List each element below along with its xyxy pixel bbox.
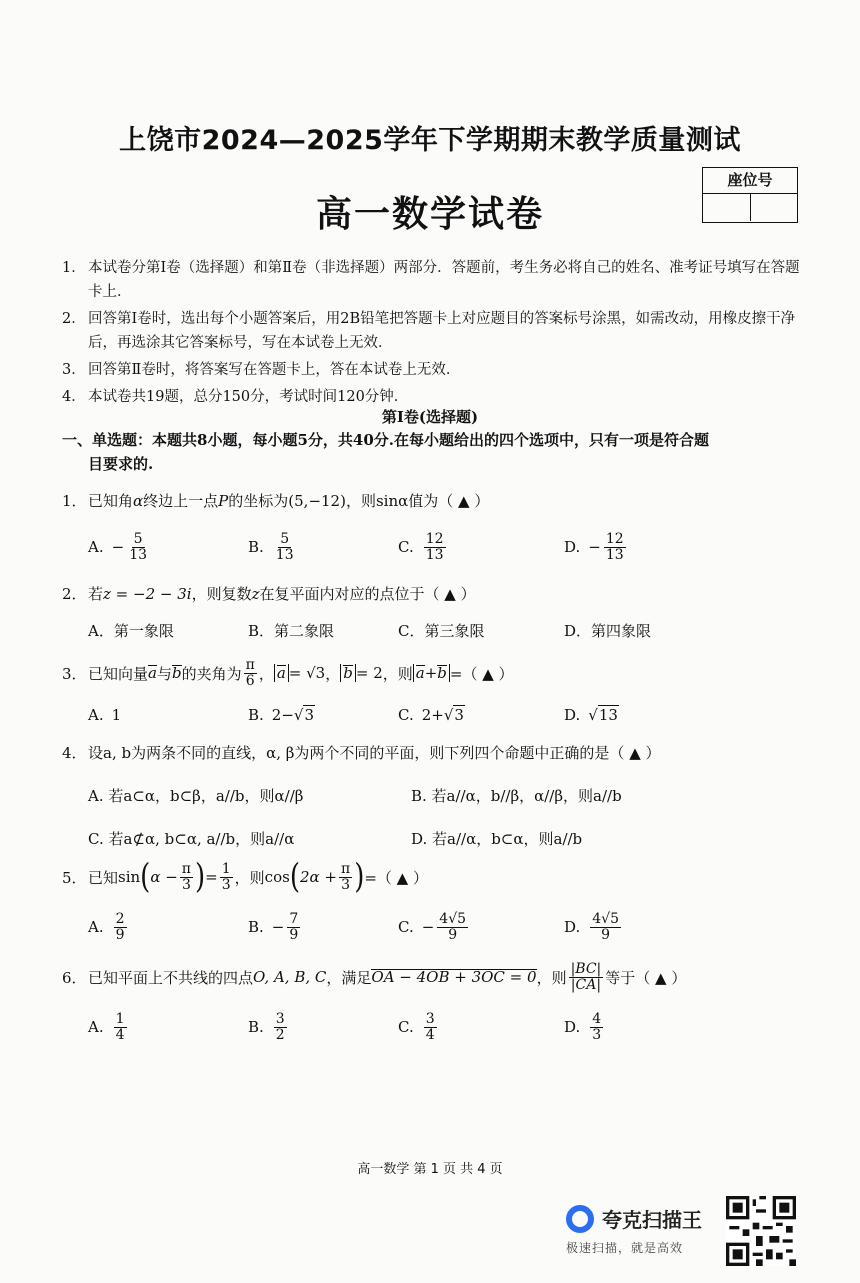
q3-options — [88, 705, 808, 724]
seat-cell-2 — [751, 194, 798, 221]
denominator: 4 — [115, 1026, 125, 1043]
fraction — [274, 532, 296, 562]
option-key: C. — [398, 918, 414, 937]
instruction-text: 本试卷共19题，总分150分，考试时间120分钟． — [88, 389, 409, 405]
option-c: C. 若a⊄α, b⊂α, a//b，则a//α — [88, 830, 295, 848]
q5-text: ，则 — [234, 868, 265, 887]
numerator: 5 — [133, 531, 143, 547]
radicand: 3 — [454, 706, 464, 724]
option-c: C. 2+ √ 3 — [398, 705, 464, 724]
seat-number-label: 座位号 — [703, 168, 797, 194]
q2-text: 若 — [88, 585, 104, 603]
q5-arg: α − — [150, 868, 178, 887]
q5-arg: 2α + — [299, 868, 337, 887]
q3-text: ，则 — [382, 664, 413, 683]
instruction-item — [62, 358, 812, 382]
fraction — [127, 532, 149, 562]
option-key: D. — [564, 538, 581, 557]
fraction — [287, 912, 300, 942]
fraction — [590, 1012, 603, 1042]
numerator: π — [340, 861, 351, 877]
option-d: D．第四象限 — [564, 622, 652, 640]
q6-points: O, A, B, C — [253, 968, 327, 987]
denominator: 9 — [601, 926, 611, 943]
q1-expr: sinα — [375, 491, 409, 510]
option-key: D. — [564, 705, 581, 724]
denominator: 6 — [245, 672, 255, 689]
instruction-num: 3． — [62, 362, 86, 378]
option-key: C. — [398, 705, 414, 724]
vector-a: a — [148, 664, 157, 683]
option-b: B. 2− √ 3 — [248, 705, 315, 724]
q1-text: 值为（ ▲ ） — [408, 492, 490, 510]
vector-b: b — [437, 664, 447, 683]
option-c: C．第三象限 — [398, 622, 485, 640]
instruction-num: 4． — [62, 389, 86, 405]
fraction — [180, 862, 193, 892]
instruction-num: 1． — [62, 260, 86, 276]
denominator: 13 — [129, 546, 148, 563]
radicand: 3 — [304, 706, 315, 724]
numerator: 12 — [605, 531, 624, 547]
vector-a: a — [276, 664, 286, 683]
seat-cell-1 — [703, 194, 751, 221]
fraction — [569, 962, 604, 992]
equals: = — [205, 868, 218, 887]
neg-sign: − — [588, 538, 601, 557]
quark-logo-icon — [566, 1205, 594, 1233]
option-key: B. — [248, 1018, 264, 1037]
instruction-text: 回答第Ⅰ卷时，选出每个小题答案后，用2B铅笔把答题卡上对应题目的答案标号涂黑，如需改动，用橡皮擦干净后，再选涂其它答案标号，写在本试卷上无效． — [88, 311, 796, 351]
q2-text: ，则复数 — [191, 585, 252, 603]
option-key: A. — [88, 538, 104, 557]
numerator: |BC| — [570, 961, 602, 977]
question-number: 5． — [62, 868, 87, 887]
q3-text: 与 — [156, 664, 172, 683]
option-d: D. 若a//α，b⊂α，则a//b — [411, 830, 583, 848]
option-c — [398, 532, 564, 562]
vector-b: b — [343, 664, 353, 683]
option-b — [248, 912, 398, 942]
neg-sign: − — [271, 918, 285, 937]
option-b — [248, 532, 398, 562]
cond-2: = 2 — [355, 664, 383, 683]
fraction — [590, 912, 621, 942]
option-value: 1 — [111, 705, 122, 724]
cond-1: = √3 — [288, 664, 326, 683]
fraction — [339, 862, 352, 892]
q4-options-row1 — [88, 785, 808, 806]
question-number: 1． — [62, 492, 87, 510]
option-a: A. 若a⊂α，b⊂β，a//b，则α//β — [88, 787, 304, 805]
q2-expr: z = −2 − 3i — [103, 584, 192, 603]
q1-coord: (5,−12) — [288, 491, 346, 510]
q6-text: ，满足 — [326, 968, 372, 987]
option-key: B. — [248, 705, 264, 724]
fraction — [437, 912, 468, 942]
exam-header-title: 上饶市2024—2025学年下学期期末教学质量测试 — [119, 125, 741, 156]
sin-fn: sin — [118, 868, 141, 887]
fraction — [604, 532, 626, 562]
q4-text: 设a, b为两条不同的直线，α, β为两个不同的平面，则下列四个命题中正确的是（ ▲ ） — [88, 744, 661, 762]
vector-b: b — [171, 664, 182, 683]
question-number: 6． — [62, 968, 87, 987]
instruction-item — [62, 256, 812, 304]
option-key: A. — [88, 918, 104, 937]
option-c — [398, 1012, 564, 1042]
option-d — [564, 532, 628, 562]
section-line-1: 一、单选题：本题共8小题，每小题5分，共40分.在每小题给出的四个选项中，只有一项是符合题 — [62, 431, 709, 449]
question-4 — [62, 742, 812, 763]
q6-text: 等于（ ▲ ） — [605, 968, 687, 987]
numerator: π — [181, 861, 191, 877]
part-title: 第Ⅰ卷(选择题) — [381, 408, 479, 426]
question-number: 3． — [62, 664, 87, 683]
question-number: 4． — [62, 744, 87, 762]
denominator: 9 — [448, 926, 458, 943]
fraction — [114, 1012, 127, 1042]
question-number: 2． — [62, 585, 87, 603]
q4-options-row2 — [88, 828, 808, 849]
q5-text: 已知 — [88, 868, 119, 887]
neg-sign: − — [111, 538, 125, 557]
q6-options — [88, 1012, 808, 1042]
option-key: B. — [248, 538, 264, 557]
instructions — [62, 256, 812, 412]
fraction — [424, 532, 446, 562]
option-a — [88, 532, 248, 562]
option-key: A. — [88, 705, 104, 724]
q1-alpha: α — [133, 491, 144, 510]
option-value: 2+ — [421, 705, 444, 724]
denominator: 4 — [425, 1026, 435, 1043]
denominator: |CA| — [570, 976, 602, 993]
neg-sign: − — [421, 918, 435, 937]
numerator: 2 — [115, 911, 125, 927]
question-6 — [62, 962, 812, 992]
numerator: 3 — [425, 1011, 435, 1027]
denominator: 13 — [275, 546, 294, 563]
denominator: 3 — [592, 1026, 602, 1043]
q6-vector-equation: OA − 4OB + 3OC = 0 — [371, 968, 537, 987]
option-b — [248, 1012, 398, 1042]
numerator: 12 — [425, 531, 444, 547]
q5-options — [88, 912, 808, 942]
option-key: C. — [398, 1018, 414, 1037]
section-heading — [62, 428, 812, 476]
option-value: 2− — [271, 705, 294, 724]
option-a — [88, 1012, 248, 1042]
fraction — [220, 862, 233, 892]
abs-b — [340, 664, 356, 682]
question-1 — [62, 490, 812, 511]
option-d — [564, 912, 623, 942]
scanner-watermark — [566, 1204, 702, 1256]
instruction-text: 回答第Ⅱ卷时，将答案写在答题卡上，答在本试卷上无效． — [88, 362, 461, 378]
option-d — [564, 1012, 605, 1042]
option-key: D. — [564, 1018, 581, 1037]
q1-point: P — [218, 491, 229, 510]
abs-a — [274, 664, 289, 682]
option-c — [398, 912, 564, 942]
q1-text: 的坐标为 — [228, 492, 289, 510]
numerator: 1 — [115, 1011, 125, 1027]
numerator: 1 — [221, 861, 231, 877]
abs-sum: a+b — [413, 664, 450, 682]
q6-text: ，则 — [536, 968, 567, 987]
denominator: 3 — [221, 876, 231, 893]
numerator: 4√5 — [592, 911, 620, 927]
question-3: 3． 已知向量 a 与 b 的夹角为 $\frac{\pi}{6}$ ， a = √3 ， b = 2 ，则 a+b =（ ▲ ） — [62, 657, 514, 689]
option-a — [88, 706, 248, 724]
q2-z: z — [251, 584, 260, 603]
watermark-slogan: 极速扫描，就是高效 — [566, 1241, 684, 1255]
denominator: 9 — [289, 926, 299, 943]
option-d: D. √ 13 — [564, 705, 618, 724]
option-key: B. — [248, 918, 264, 937]
q2-text: 在复平面内对应的点位于（ ▲ ） — [259, 585, 476, 603]
numerator: 7 — [289, 911, 299, 927]
fraction — [424, 1012, 437, 1042]
q3-text: 已知向量 — [88, 664, 149, 683]
vector-a: a — [415, 664, 425, 683]
watermark-brand: 夸克扫描王 — [602, 1208, 702, 1232]
denominator: 2 — [275, 1026, 285, 1043]
option-key: C. — [398, 538, 414, 557]
fraction — [274, 1012, 287, 1042]
q1-text: ，则 — [345, 492, 376, 510]
option-a: A．第一象限 — [88, 622, 174, 640]
q1-options — [88, 532, 808, 562]
instruction-item — [62, 307, 812, 355]
q3-text: 的夹角为 — [181, 664, 242, 683]
angle-fraction — [244, 658, 257, 688]
instruction-num: 2． — [62, 311, 86, 327]
radicand: 13 — [598, 706, 618, 724]
cos-fn: cos — [264, 868, 290, 887]
option-key: D. — [564, 918, 581, 937]
option-b: B．第二象限 — [248, 622, 335, 640]
fraction — [114, 912, 127, 942]
page-footer: 高一数学 第 1 页 共 4 页 — [357, 1162, 503, 1177]
q1-text: 已知角 — [88, 492, 134, 510]
option-a — [88, 912, 248, 942]
numerator: 5 — [280, 531, 290, 547]
option-key: A. — [88, 1018, 104, 1037]
numerator: 4 — [592, 1011, 602, 1027]
option-b: B. 若a//α，b//β，α//β，则a//b — [411, 787, 622, 805]
denominator: 9 — [115, 926, 125, 943]
q2-options — [88, 620, 808, 641]
numerator: π — [245, 657, 255, 673]
denominator: 13 — [425, 546, 444, 563]
denominator: 3 — [341, 876, 351, 893]
numerator: 4√5 — [439, 911, 467, 927]
denominator: 3 — [181, 876, 191, 893]
section-line-2: 目要求的. — [88, 455, 154, 473]
q3-text: =（ ▲ ） — [449, 664, 514, 683]
q5-text: =（ ▲ ） — [364, 868, 428, 887]
question-2 — [62, 583, 812, 604]
denominator: 13 — [605, 546, 624, 563]
q1-text: 终边上一点 — [143, 492, 219, 510]
seat-number-box — [702, 167, 798, 223]
qr-code-icon — [726, 1196, 796, 1266]
exam-subtitle: 高一数学试卷 — [315, 194, 544, 235]
numerator: 3 — [275, 1011, 285, 1027]
instruction-text: 本试卷分第Ⅰ卷（选择题）和第Ⅱ卷（非选择题）两部分．答题前，考生务必将自己的姓名、准考证号填写在答题卡上． — [88, 260, 800, 300]
question-5: 5． 已知 sin ( α − $\frac{\pi}{3}$ ) = $\frac{1}{3}$ ，则 cos ( 2α + $\frac{\pi}{3}$ ) =（ ▲ ） — [62, 857, 428, 897]
q6-text: 已知平面上不共线的四点 — [88, 968, 254, 987]
